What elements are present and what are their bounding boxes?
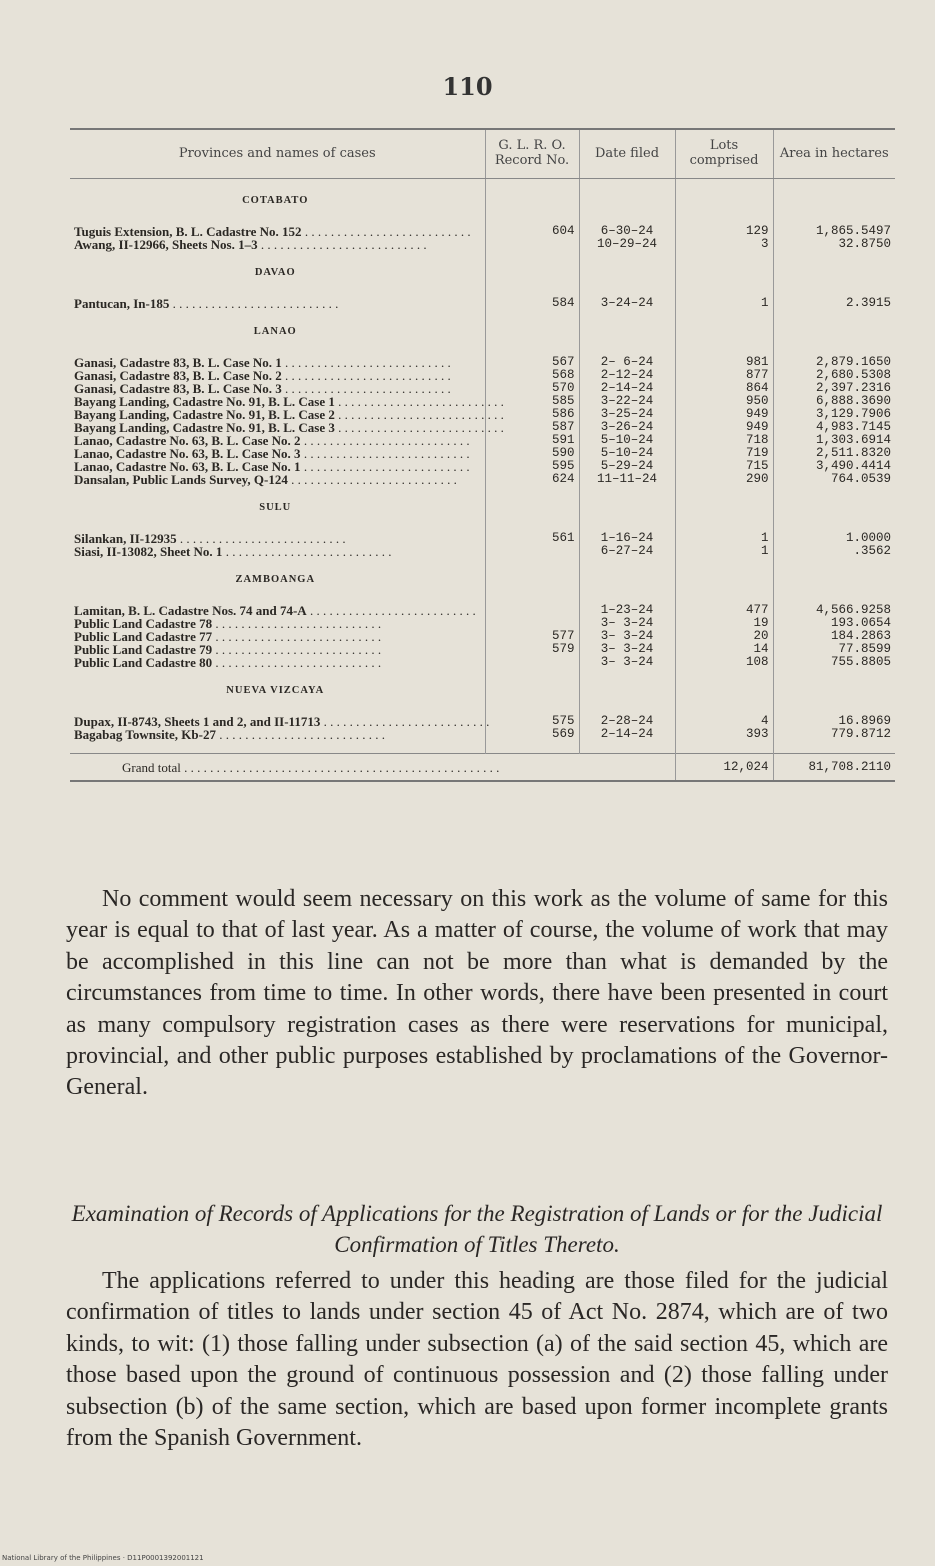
grand-total-label <box>70 754 675 782</box>
date-filed: 5–29–24 <box>579 460 675 473</box>
leader-dots: . . . . . . . . . . . . . . . . . . . . . . . . . . <box>212 629 382 644</box>
area-hectares: 2.3915 <box>773 297 895 310</box>
leader-dots: . . . . . . . . . . . . . . . . . . . . . . . . . . <box>300 433 470 448</box>
record-no: 579 <box>485 643 579 656</box>
area-hectares: 2,397.2316 <box>773 382 895 395</box>
area-hectares: 755.8805 <box>773 656 895 669</box>
section-heading: Examination of Records of Applications for the Registration of Lands or for the Judicial Confirmation of Titles Thereto. <box>71 1201 883 1257</box>
date-filed: 3– 3–24 <box>579 630 675 643</box>
empty-cell <box>579 251 675 285</box>
lots-comprised: 477 <box>675 604 773 617</box>
case-name-text: Lanao, Cadastre No. 63, B. L. Case No. 1 <box>74 459 301 474</box>
record-no: 585 <box>485 395 579 408</box>
header-provinces: Provinces and names of cases <box>70 129 485 179</box>
date-filed: 11–11–24 <box>579 473 675 486</box>
case-name <box>70 473 485 486</box>
record-no: 577 <box>485 630 579 643</box>
section-row <box>70 179 895 214</box>
empty-cell <box>485 741 579 754</box>
area-hectares: 16.8969 <box>773 715 895 728</box>
case-name-text: Pantucan, In-185 <box>74 296 170 311</box>
area-hectares: 77.8599 <box>773 643 895 656</box>
empty-cell <box>579 179 675 214</box>
leader-dots: . . . . . . . . . . . . . . . . . . . . . . . . . . <box>212 642 382 657</box>
table-row <box>70 473 895 486</box>
lots-comprised: 949 <box>675 408 773 421</box>
case-name-text: Bagabag Townsite, Kb-27 <box>74 727 216 742</box>
empty-cell <box>773 251 895 285</box>
table-row <box>70 545 895 558</box>
header-date-filed: Date filed <box>579 129 675 179</box>
record-no: 567 <box>485 356 579 369</box>
section-row <box>70 669 895 703</box>
lots-comprised: 129 <box>675 225 773 238</box>
lots-comprised: 719 <box>675 447 773 460</box>
section-row <box>70 310 895 344</box>
body-paragraph-2: The applications referred to under this heading are those filed for the judicial confirmation of titles to lands under section 45 of Act No. 2874, which are of two kinds, to wit: (1) those falling under subsection (a) of the said section 45, which are those based upon the ground of continuous possession and (2) those falling under subsection (b) of the same section, which are based upon former incomplete grants from the Spanish Government. <box>66 1268 888 1452</box>
empty-cell <box>579 741 675 754</box>
case-name-text: Public Land Cadastre 80 <box>74 655 213 670</box>
empty-cell <box>485 486 579 520</box>
empty-cell <box>773 310 895 344</box>
date-filed: 3– 3–24 <box>579 617 675 630</box>
record-no <box>485 238 579 251</box>
leader-dots: . . . . . . . . . . . . . . . . . . . . . . . . . . <box>334 394 504 409</box>
area-hectares: 2,680.5308 <box>773 369 895 382</box>
header-lots: Lots comprised <box>675 129 773 179</box>
cases-table <box>70 128 895 782</box>
case-name-text: Siasi, II-13082, Sheet No. 1 <box>74 544 223 559</box>
empty-cell <box>773 669 895 703</box>
lots-comprised: 108 <box>675 656 773 669</box>
table-row <box>70 297 895 310</box>
leader-dots: . . . . . . . . . . . . . . . . . . . . . . . . . . <box>215 727 385 742</box>
date-filed: 1–23–24 <box>579 604 675 617</box>
record-no: 591 <box>485 434 579 447</box>
cases-table-container <box>70 128 895 782</box>
empty-cell <box>773 179 895 214</box>
leader-dots: . . . . . . . . . . . . . . . . . . . . . . . . . . <box>287 472 457 487</box>
page-number: 110 <box>442 72 493 101</box>
date-filed: 2–14–24 <box>579 382 675 395</box>
case-name <box>70 545 485 558</box>
empty-cell <box>675 520 773 532</box>
empty-cell <box>485 310 579 344</box>
area-hectares: 2,511.8320 <box>773 447 895 460</box>
record-no <box>485 656 579 669</box>
empty-cell <box>675 558 773 592</box>
header-area: Area in hectares <box>773 129 895 179</box>
case-name-text: Ganasi, Cadastre 83, B. L. Case No. 2 <box>74 368 282 383</box>
table-row <box>70 728 895 741</box>
empty-cell <box>675 285 773 297</box>
case-name-text: Bayang Landing, Cadastre No. 91, B. L. Case 3 <box>74 420 335 435</box>
record-no: 570 <box>485 382 579 395</box>
empty-cell <box>579 486 675 520</box>
leader-dots: . . . . . . . . . . . . . . . . . . . . . . . . . . <box>320 714 490 729</box>
body-paragraph-2-container <box>66 1266 888 1454</box>
area-hectares: 1,865.5497 <box>773 225 895 238</box>
empty-cell <box>773 741 895 754</box>
leader-dots: . . . . . . . . . . . . . . . . . . . . . . . . . . <box>281 368 451 383</box>
lots-comprised: 1 <box>675 297 773 310</box>
record-no: 604 <box>485 225 579 238</box>
record-no: 586 <box>485 408 579 421</box>
case-name <box>70 297 485 310</box>
case-name-text: Ganasi, Cadastre 83, B. L. Case No. 1 <box>74 355 282 370</box>
area-hectares: 2,879.1650 <box>773 356 895 369</box>
case-name-text: Bayang Landing, Cadastre No. 91, B. L. Case 2 <box>74 407 335 422</box>
section-name: LANAO <box>253 326 297 337</box>
spacer-row <box>70 741 895 754</box>
leader-dots: . . . . . . . . . . . . . . . . . . . . . . . . . . <box>281 355 451 370</box>
case-name-text: Bayang Landing, Cadastre No. 91, B. L. Case 1 <box>74 394 335 409</box>
date-filed: 3– 3–24 <box>579 656 675 669</box>
case-name-text: Ganasi, Cadastre 83, B. L. Case No. 3 <box>74 381 282 396</box>
case-name-text: Tuguis Extension, B. L. Cadastre No. 152 <box>74 224 302 239</box>
empty-cell <box>485 558 579 592</box>
area-hectares: 193.0654 <box>773 617 895 630</box>
table-header-row <box>70 129 895 179</box>
lots-comprised: 864 <box>675 382 773 395</box>
body-paragraph-1: No comment would seem necessary on this work as the volume of same for this year is equal to that of last year. As a matter of course, the volume of work that may be accomplished in this line can not be more than what is demanded by the circumstances from time to time. In other words, there have been presented in court as many compulsory registration cases as there were reservations for municipal, provincial, and other public purposes established by proclamations of the Governor-General. <box>66 886 888 1101</box>
area-hectares: 6,888.3690 <box>773 395 895 408</box>
empty-cell <box>675 251 773 285</box>
area-hectares: 4,566.9258 <box>773 604 895 617</box>
record-no: 568 <box>485 369 579 382</box>
section-name: DAVAO <box>254 267 296 278</box>
case-name-text: Awang, II-12966, Sheets Nos. 1–3 <box>74 237 258 252</box>
case-name <box>70 238 485 251</box>
leader-dots: . . . . . . . . . . . . . . . . . . . . . . . . . . <box>334 420 504 435</box>
lots-comprised: 1 <box>675 532 773 545</box>
case-name-text: Dansalan, Public Lands Survey, Q-124 <box>74 472 288 487</box>
empty-cell <box>579 669 675 703</box>
lots-comprised: 20 <box>675 630 773 643</box>
record-no: 624 <box>485 473 579 486</box>
leader-dots: . . . . . . . . . . . . . . . . . . . . . . . . . . <box>176 531 346 546</box>
lots-comprised: 715 <box>675 460 773 473</box>
case-name-text: Lamitan, B. L. Cadastre Nos. 74 and 74-A <box>74 603 307 618</box>
date-filed: 3–26–24 <box>579 421 675 434</box>
table-row <box>70 238 895 251</box>
lots-comprised: 3 <box>675 238 773 251</box>
date-filed: 3–24–24 <box>579 297 675 310</box>
date-filed: 2–12–24 <box>579 369 675 382</box>
area-hectares: 3,490.4414 <box>773 460 895 473</box>
case-name <box>70 728 485 741</box>
empty-cell <box>485 179 579 214</box>
body-paragraph-1-container <box>66 884 888 1104</box>
empty-cell <box>773 558 895 592</box>
date-filed: 5–10–24 <box>579 447 675 460</box>
date-filed: 2– 6–24 <box>579 356 675 369</box>
table-row <box>70 656 895 669</box>
empty-cell <box>485 592 579 604</box>
area-hectares: 4,983.7145 <box>773 421 895 434</box>
empty-cell <box>773 486 895 520</box>
case-name-text: Lanao, Cadastre No. 63, B. L. Case No. 2 <box>74 433 301 448</box>
lots-comprised: 877 <box>675 369 773 382</box>
record-no: 569 <box>485 728 579 741</box>
empty-cell <box>579 310 675 344</box>
section-name: COTABATO <box>242 195 309 206</box>
section-name: ZAMBOANGA <box>235 574 316 585</box>
leader-dots: . . . . . . . . . . . . . . . . . . . . . . . . . . <box>300 446 470 461</box>
date-filed: 2–14–24 <box>579 728 675 741</box>
lots-comprised: 290 <box>675 473 773 486</box>
area-hectares: 764.0539 <box>773 473 895 486</box>
empty-cell <box>675 669 773 703</box>
lots-comprised: 393 <box>675 728 773 741</box>
date-filed: 1–16–24 <box>579 532 675 545</box>
lots-comprised: 1 <box>675 545 773 558</box>
case-name-text: Dupax, II-8743, Sheets 1 and 2, and II-11713 <box>74 714 321 729</box>
empty-cell <box>675 703 773 715</box>
leader-dots: . . . . . . . . . . . . . . . . . . . . . . . . . . <box>222 544 392 559</box>
record-no <box>485 604 579 617</box>
record-no <box>485 545 579 558</box>
leader-dots: . . . . . . . . . . . . . . . . . . . . . . . . . . <box>300 459 470 474</box>
record-no: 584 <box>485 297 579 310</box>
table-body <box>70 179 895 782</box>
lots-comprised: 950 <box>675 395 773 408</box>
leader-dots: . . . . . . . . . . . . . . . . . . . . . . . . . . <box>281 381 451 396</box>
empty-cell <box>675 179 773 214</box>
empty-cell <box>675 310 773 344</box>
date-filed: 10–29–24 <box>579 238 675 251</box>
area-hectares: 184.2863 <box>773 630 895 643</box>
grand-total-area: 81,708.2110 <box>773 754 895 782</box>
grand-total-row <box>70 754 895 782</box>
leader-dots: . . . . . . . . . . . . . . . . . . . . . . . . . . <box>306 603 476 618</box>
lots-comprised: 718 <box>675 434 773 447</box>
area-hectares: 1,303.6914 <box>773 434 895 447</box>
section-name: NUEVA VIZCAYA <box>226 685 325 696</box>
empty-cell <box>70 741 485 754</box>
section-row <box>70 486 895 520</box>
case-name-text: Public Land Cadastre 77 <box>74 629 213 644</box>
record-no: 587 <box>485 421 579 434</box>
area-hectares: 3,129.7906 <box>773 408 895 421</box>
lots-comprised: 4 <box>675 715 773 728</box>
date-filed: 6–30–24 <box>579 225 675 238</box>
lots-comprised: 981 <box>675 356 773 369</box>
date-filed: 3–25–24 <box>579 408 675 421</box>
grand-total-lots: 12,024 <box>675 754 773 782</box>
area-hectares: 32.8750 <box>773 238 895 251</box>
date-filed: 2–28–24 <box>579 715 675 728</box>
leader-dots: . . . . . . . . . . . . . . . . . . . . . . . . . . <box>212 655 382 670</box>
area-hectares: 779.8712 <box>773 728 895 741</box>
case-name-text: Silankan, II-12935 <box>74 531 177 546</box>
record-no: 575 <box>485 715 579 728</box>
grand-total-text: Grand total <box>122 759 181 775</box>
record-no: 590 <box>485 447 579 460</box>
empty-cell <box>485 669 579 703</box>
area-hectares: .3562 <box>773 545 895 558</box>
case-name-text: Lanao, Cadastre No. 63, B. L. Case No. 3 <box>74 446 301 461</box>
leader-dots: . . . . . . . . . . . . . . . . . . . . . . . . . . <box>169 296 339 311</box>
empty-cell <box>485 251 579 285</box>
lots-comprised: 19 <box>675 617 773 630</box>
record-no: 595 <box>485 460 579 473</box>
record-no: 561 <box>485 532 579 545</box>
case-name <box>70 656 485 669</box>
lots-comprised: 14 <box>675 643 773 656</box>
empty-cell <box>675 741 773 754</box>
date-filed: 3–22–24 <box>579 395 675 408</box>
date-filed: 5–10–24 <box>579 434 675 447</box>
empty-cell <box>579 558 675 592</box>
section-name: SULU <box>259 502 292 513</box>
date-filed: 6–27–24 <box>579 545 675 558</box>
header-record-no: G. L. R. O. Record No. <box>485 129 579 179</box>
leader-dots: . . . . . . . . . . . . . . . . . . . . . . . . . . <box>334 407 504 422</box>
section-row <box>70 251 895 285</box>
leader-dots: . . . . . . . . . . . . . . . . . . . . . . . . . . . . . . . . . . . . . . . . . . . . . . . . . <box>180 759 500 775</box>
empty-cell <box>675 486 773 520</box>
area-hectares: 1.0000 <box>773 532 895 545</box>
leader-dots: . . . . . . . . . . . . . . . . . . . . . . . . . . <box>212 616 382 631</box>
lots-comprised: 949 <box>675 421 773 434</box>
case-name-text: Public Land Cadastre 78 <box>74 616 213 631</box>
case-name-text: Public Land Cadastre 79 <box>74 642 213 657</box>
footer-note: National Library of the Philippines · D11P0001392001121 <box>2 1554 204 1562</box>
leader-dots: . . . . . . . . . . . . . . . . . . . . . . . . . . <box>257 237 427 252</box>
leader-dots: . . . . . . . . . . . . . . . . . . . . . . . . . . <box>301 224 471 239</box>
date-filed: 3– 3–24 <box>579 643 675 656</box>
section-row <box>70 558 895 592</box>
